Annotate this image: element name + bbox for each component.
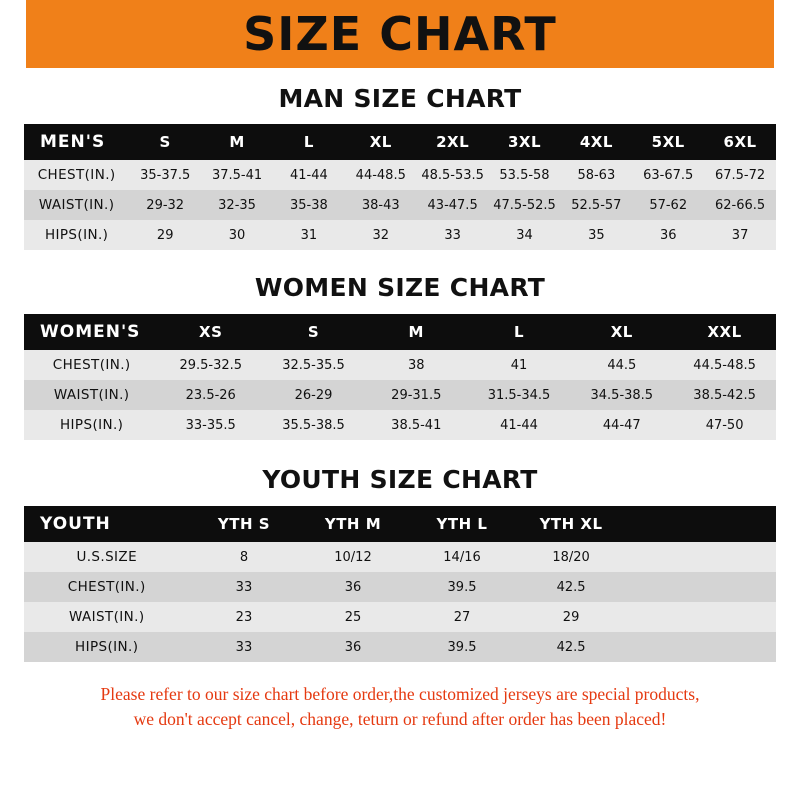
women-row-0-label: CHEST(IN.) [52, 357, 131, 373]
youth-row-0-label: U.S.SIZE [76, 549, 137, 565]
youth-row-1-cell-1: 36 [344, 579, 362, 595]
table-row [24, 542, 776, 572]
man-row-2-cell-2: 31 [300, 227, 318, 243]
youth-row-1-cell-2: 39.5 [447, 579, 477, 595]
man-row-2-cell-7: 36 [659, 227, 677, 243]
man-row-2-cell-0: 29 [156, 227, 174, 243]
header-right-spacer [774, 0, 800, 68]
table-header-row [24, 314, 776, 350]
table-row [24, 220, 776, 250]
man-header-cell-3: L [303, 133, 314, 151]
women-row-2-cell-2: 38.5-41 [391, 417, 442, 433]
man-row-0-cell-8: 67.5-72 [714, 167, 766, 183]
man-row-0-cell-6: 58-63 [577, 167, 616, 183]
man-header-cell-9: 6XL [723, 133, 757, 151]
table-row [24, 350, 776, 380]
content-area [0, 84, 800, 733]
youth-row-1-label: CHEST(IN.) [67, 579, 146, 595]
man-row-0-cell-1: 37.5-41 [211, 167, 263, 183]
women-row-0-cell-0: 29.5-32.5 [179, 357, 243, 373]
women-table-body [24, 350, 776, 440]
man-row-2-label: HIPS(IN.) [44, 227, 109, 243]
youth-header-cell-2: YTH M [324, 515, 382, 533]
man-row-1-cell-2: 35-38 [290, 197, 328, 213]
youth-row-0-cell-1: 10/12 [334, 549, 372, 565]
youth-header-cell-5 [626, 506, 776, 542]
table-row [24, 190, 776, 220]
youth-row-1-cell-3: 42.5 [556, 579, 586, 595]
man-row-0-cell-0: 35-37.5 [140, 167, 191, 183]
table-header-row [24, 124, 776, 160]
youth-row-3-cell-4 [626, 632, 776, 662]
women-header-cell-0: WOMEN'S [40, 322, 141, 342]
women-row-1-cell-2: 29-31.5 [391, 387, 442, 403]
women-row-1-cell-3: 31.5-34.5 [487, 387, 551, 403]
man-row-1-cell-6: 52.5-57 [571, 197, 622, 213]
table-row [24, 160, 776, 190]
man-row-2-cell-4: 33 [444, 227, 461, 243]
women-row-0-cell-5: 44.5-48.5 [693, 357, 756, 373]
man-row-1-label: WAIST(IN.) [38, 197, 115, 213]
youth-row-2-cell-3: 29 [562, 609, 580, 625]
man-header-cell-5: 2XL [436, 133, 470, 151]
man-row-1-cell-1: 32-35 [218, 197, 256, 213]
man-row-0-cell-5: 53.5-58 [499, 167, 550, 183]
youth-row-0-cell-0: 8 [239, 549, 249, 565]
man-row-1-cell-7: 57-62 [649, 197, 688, 213]
youth-row-2-cell-0: 23 [235, 609, 253, 625]
women-header-cell-4: L [514, 323, 525, 341]
man-header-cell-8: 5XL [651, 133, 685, 151]
women-size-table [24, 314, 776, 440]
youth-row-3-cell-0: 33 [235, 639, 253, 655]
man-row-1-cell-3: 38-43 [361, 197, 400, 213]
youth-row-3-label: HIPS(IN.) [75, 639, 139, 655]
man-section-title: MAN SIZE CHART [278, 84, 522, 113]
man-row-2-cell-8: 37 [731, 227, 749, 243]
youth-header-cell-4: YTH XL [539, 515, 603, 533]
table-row [24, 602, 776, 632]
women-row-0-cell-2: 38 [408, 357, 425, 373]
man-row-2-cell-5: 34 [516, 227, 533, 243]
man-size-table [24, 124, 776, 250]
women-row-1-label: WAIST(IN.) [53, 387, 130, 403]
page-title: SIZE CHART [243, 7, 557, 61]
women-header-cell-3: M [408, 323, 424, 341]
man-row-0-cell-7: 63-67.5 [643, 167, 694, 183]
youth-section-title: YOUTH SIZE CHART [262, 465, 538, 494]
women-row-2-cell-3: 41-44 [500, 417, 538, 433]
women-table-header [24, 314, 776, 350]
youth-header-cell-0: YOUTH [40, 514, 111, 534]
footer-note-line-2: we don't accept cancel, change, teturn or refund after order has been placed! [133, 709, 667, 730]
women-row-0-cell-3: 41 [510, 357, 528, 373]
man-header-cell-1: S [159, 133, 171, 151]
women-row-2-cell-1: 35.5-38.5 [282, 417, 345, 433]
women-header-cell-2: S [307, 323, 320, 341]
youth-row-3-cell-3: 42.5 [556, 639, 586, 655]
man-row-1-cell-4: 43-47.5 [427, 197, 478, 213]
women-row-2-label: HIPS(IN.) [60, 417, 124, 433]
man-row-1-cell-8: 62-66.5 [714, 197, 766, 213]
women-header-cell-6: XXL [707, 323, 742, 341]
header-band [0, 0, 800, 68]
table-header-row [24, 506, 776, 542]
youth-row-0-cell-4 [626, 542, 776, 572]
man-header-cell-7: 4XL [579, 133, 613, 151]
youth-row-3-cell-1: 36 [344, 639, 362, 655]
man-table-header [24, 124, 776, 160]
youth-header-cell-3: YTH L [436, 515, 488, 533]
youth-header-cell-1: YTH S [217, 515, 271, 533]
man-row-0-cell-3: 44-48.5 [355, 167, 406, 183]
man-row-2-cell-3: 32 [372, 227, 390, 243]
man-row-2-cell-1: 30 [228, 227, 246, 243]
women-header-cell-1: XS [199, 323, 223, 341]
youth-row-3-cell-2: 39.5 [447, 639, 477, 655]
women-row-0-cell-4: 44.5 [607, 357, 637, 373]
women-row-2-cell-0: 33-35.5 [185, 417, 236, 433]
man-row-2-cell-6: 35 [588, 227, 605, 243]
women-row-1-cell-1: 26-29 [294, 387, 333, 403]
man-header-cell-4: XL [369, 133, 392, 151]
youth-row-2-cell-1: 25 [344, 609, 362, 625]
man-header-cell-6: 3XL [507, 133, 542, 151]
women-row-1-cell-4: 34.5-38.5 [590, 387, 654, 403]
youth-row-2-cell-2: 27 [453, 609, 471, 625]
youth-row-1-cell-4 [626, 572, 776, 602]
man-row-1-cell-5: 47.5-52.5 [493, 197, 556, 213]
man-row-0-cell-4: 48.5-53.5 [421, 167, 484, 183]
women-row-2-cell-4: 44-47 [602, 417, 641, 433]
man-table-body [24, 160, 776, 250]
youth-table-header [24, 506, 776, 542]
women-row-1-cell-0: 23.5-26 [185, 387, 236, 403]
youth-table-body [24, 542, 776, 662]
table-row [24, 380, 776, 410]
women-section-title: WOMEN SIZE CHART [254, 273, 546, 302]
women-row-0-cell-1: 32.5-35.5 [282, 357, 345, 373]
man-header-cell-0: MEN'S [40, 132, 106, 152]
women-row-1-cell-5: 38.5-42.5 [693, 387, 756, 403]
youth-row-0-cell-2: 14/16 [443, 549, 481, 565]
women-header-cell-5: XL [610, 323, 633, 341]
youth-row-2-label: WAIST(IN.) [68, 609, 145, 625]
man-header-cell-2: M [229, 133, 245, 151]
man-row-0-label: CHEST(IN.) [37, 167, 116, 183]
table-row [24, 410, 776, 440]
table-row [24, 572, 776, 602]
man-row-1-cell-0: 29-32 [146, 197, 185, 213]
table-row [24, 632, 776, 662]
women-row-2-cell-5: 47-50 [705, 417, 744, 433]
youth-size-table [24, 506, 776, 662]
man-row-0-cell-2: 41-44 [290, 167, 328, 183]
youth-row-1-cell-0: 33 [235, 579, 253, 595]
footer-note [24, 682, 776, 733]
footer-note-line-1: Please refer to our size chart before order,the customized jerseys are special products, [100, 684, 700, 704]
youth-row-0-cell-3: 18/20 [552, 549, 590, 565]
header-left-spacer [0, 0, 26, 68]
youth-row-2-cell-4 [626, 602, 776, 632]
